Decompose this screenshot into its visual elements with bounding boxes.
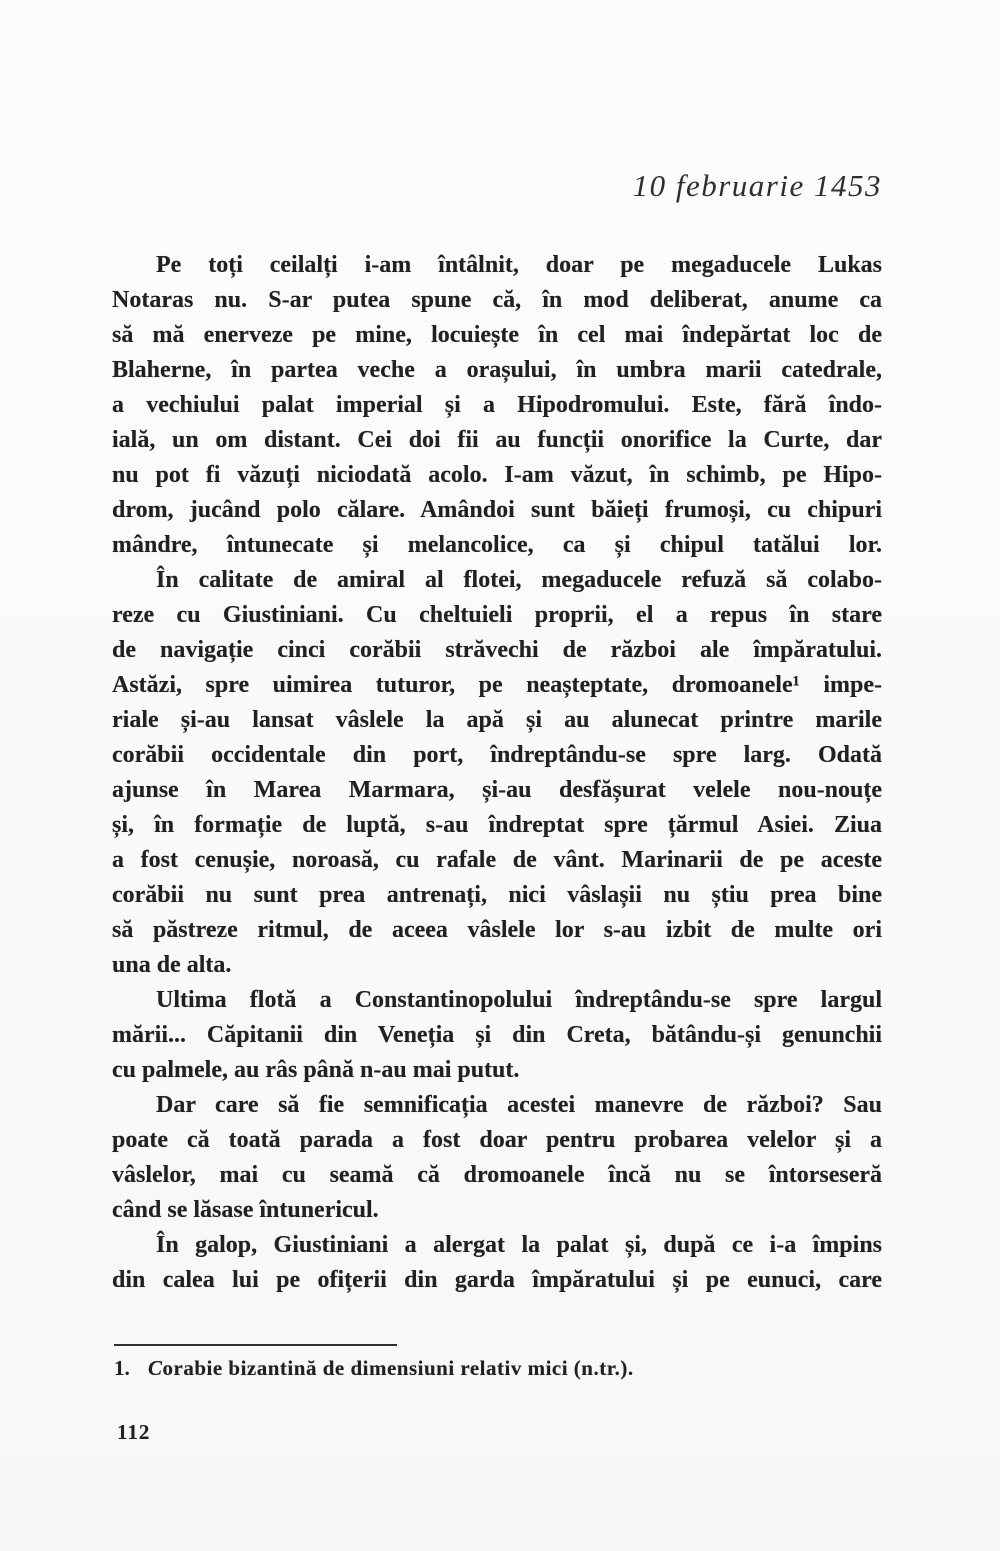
text-line: mândre, întunecate și melancolice, ca și chipul tatălui lor. (112, 532, 882, 558)
text-line: Pe toți ceilalți i-am întâlnit, doar pe megaducele Lukas (156, 252, 882, 278)
text-line: vâslelor, mai cu seamă că dromoanele încă nu se întorseseră (112, 1162, 882, 1188)
footnote (114, 1356, 884, 1381)
text-line: de navigație cinci corăbii străvechi de război ale împăratului. (112, 637, 882, 663)
text-line: să mă enerveze pe mine, locuiește în cel mai îndepărtat loc de (112, 322, 882, 348)
text-line: ială, un om distant. Cei doi fii au funcții onorifice la Curte, dar (112, 427, 882, 453)
text-line: corăbii nu sunt prea antrenați, nici vâslașii nu știu prea bine (112, 882, 882, 908)
paragraph (112, 248, 882, 563)
text-line: poate că toată parada a fost doar pentru probarea velelor și a (112, 1127, 882, 1153)
paragraph (112, 1088, 882, 1228)
page-number: 112 (117, 1420, 151, 1444)
text-line: Ultima flotă a Constantinopolului îndreptându-se spre largul (156, 987, 882, 1013)
text-line: din calea lui pe ofițerii din garda împăratului și pe eunuci, care (112, 1267, 882, 1293)
text-line: ajunse în Marea Marmara, și-au desfășurat velele nou-nouțe (112, 777, 882, 803)
text-line: riale și-au lansat vâslele la apă și au alunecat printre marile (112, 707, 882, 733)
text-line: Notaras nu. S-ar putea spune că, în mod deliberat, anume ca (112, 287, 882, 313)
footnote-marker: 1. (114, 1356, 130, 1380)
text-line: când se lăsase întunericul. (112, 1197, 379, 1223)
text-line: cu palmele, au râs până n-au mai putut. (112, 1057, 520, 1083)
text-line: În calitate de amiral al flotei, megaducele refuză să colabo- (156, 567, 882, 593)
text-line: corăbii occidentale din port, îndreptându-se spre larg. Odată (112, 742, 882, 768)
text-line: a fost cenușie, noroasă, cu rafale de vânt. Marinarii de pe aceste (112, 847, 882, 873)
text-line: nu pot fi văzuți niciodată acolo. I-am văzut, în schimb, pe Hipo- (112, 462, 882, 488)
text-line: mării... Căpitanii din Veneția și din Creta, bătându-și genunchii (112, 1022, 882, 1048)
text-line: a vechiului palat imperial și a Hipodromului. Este, fără îndo- (112, 392, 882, 418)
body-text (112, 248, 882, 1298)
chapter-date-header: 10 februarie 1453 (632, 168, 882, 203)
text-line: să păstreze ritmul, de aceea vâslele lor s-au izbit de multe ori (112, 917, 882, 943)
text-line: și, în formație de luptă, s-au îndreptat spre țărmul Asiei. Ziua (112, 812, 882, 838)
footnote-separator (114, 1344, 397, 1346)
text-line: drom, jucând polo călare. Amândoi sunt băieți frumoși, cu chipuri (112, 497, 882, 523)
text-line: Blaherne, în partea veche a orașului, în umbra marii catedrale, (112, 357, 882, 383)
paragraph (112, 1228, 882, 1298)
text-line: Dar care să fie semnificația acestei manevre de război? Sau (156, 1092, 882, 1118)
paragraph (112, 983, 882, 1088)
text-line: Astăzi, spre uimirea tuturor, pe neașteptate, dromoanele¹ impe- (112, 672, 882, 698)
footnote-text: Corabie bizantină de dimensiuni relativ mici (n.tr.). (148, 1356, 634, 1380)
paragraph (112, 563, 882, 983)
text-line: una de alta. (112, 952, 232, 978)
text-line: În galop, Giustiniani a alergat la palat și, după ce i-a împins (156, 1232, 882, 1258)
text-line: reze cu Giustiniani. Cu cheltuieli proprii, el a repus în stare (112, 602, 882, 628)
